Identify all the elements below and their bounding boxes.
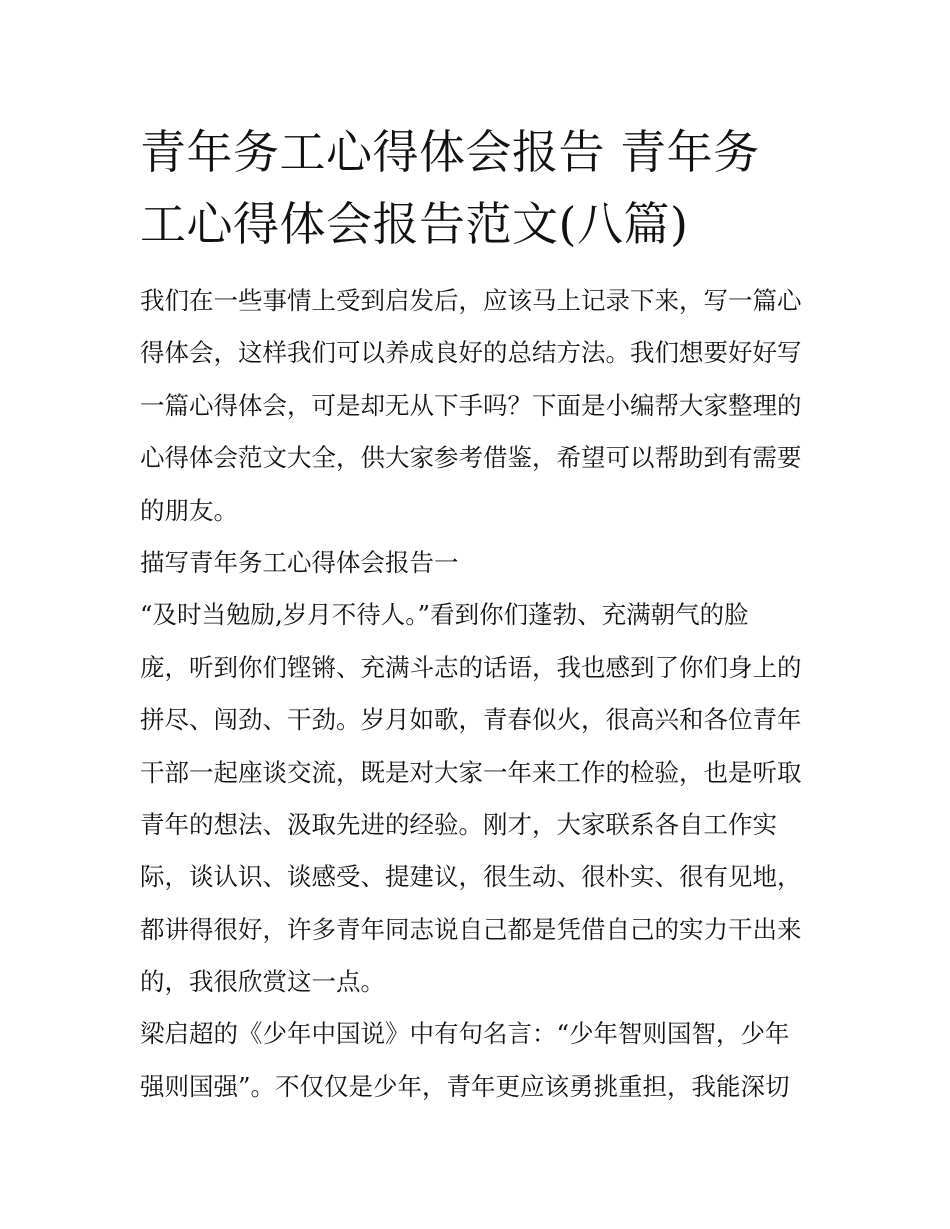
document-body — [140, 275, 820, 1113]
title-line: 工心得体会报告范文(八篇) — [140, 197, 689, 251]
document-title — [140, 116, 820, 260]
title-line: 青年务工心得体会报告 青年务 — [140, 125, 760, 179]
text-line: 际，谈认识、谈感受、提建议，很生动、很朴实、很有见地， — [140, 862, 802, 892]
text-line: 心得体会范文大全，供大家参考借鉴，希望可以帮助到有需要 — [140, 443, 802, 473]
text-line: 强则国强”。不仅仅是少年，青年更应该勇挑重担，我能深切 — [140, 1071, 790, 1101]
text-line: “及时当勉励,岁月不待人。”看到你们蓬勃、充满朝气的脸 — [140, 600, 749, 630]
text-line: 的，我很欣赏这一点。 — [140, 967, 385, 997]
text-line: 青年的想法、汲取先进的经验。刚才，大家联系各自工作实 — [140, 809, 777, 839]
text-line: 拼尽、闯劲、干劲。岁月如歌，青春似火，很高兴和各位青年 — [140, 705, 802, 735]
text-line: 得体会，这样我们可以养成良好的总结方法。我们想要好好写 — [140, 338, 802, 368]
text-line: 梁启超的《少年中国说》中有句名言：“少年智则国智，少年 — [140, 1019, 790, 1049]
text-line: 干部一起座谈交流，既是对大家一年来工作的检验，也是听取 — [140, 757, 802, 787]
text-line: 都讲得很好，许多青年同志说自己都是凭借自己的实力干出来 — [140, 914, 802, 944]
section-heading: 描写青年务工心得体会报告一 — [140, 547, 459, 577]
text-line: 一篇心得体会，可是却无从下手吗？下面是小编帮大家整理的 — [140, 390, 802, 420]
text-line: 的朋友。 — [140, 495, 238, 525]
text-line: 我们在一些事情上受到启发后，应该马上记录下来，写一篇心 — [140, 286, 802, 315]
text-line: 庞，听到你们铿锵、充满斗志的话语，我也感到了你们身上的 — [140, 652, 802, 682]
